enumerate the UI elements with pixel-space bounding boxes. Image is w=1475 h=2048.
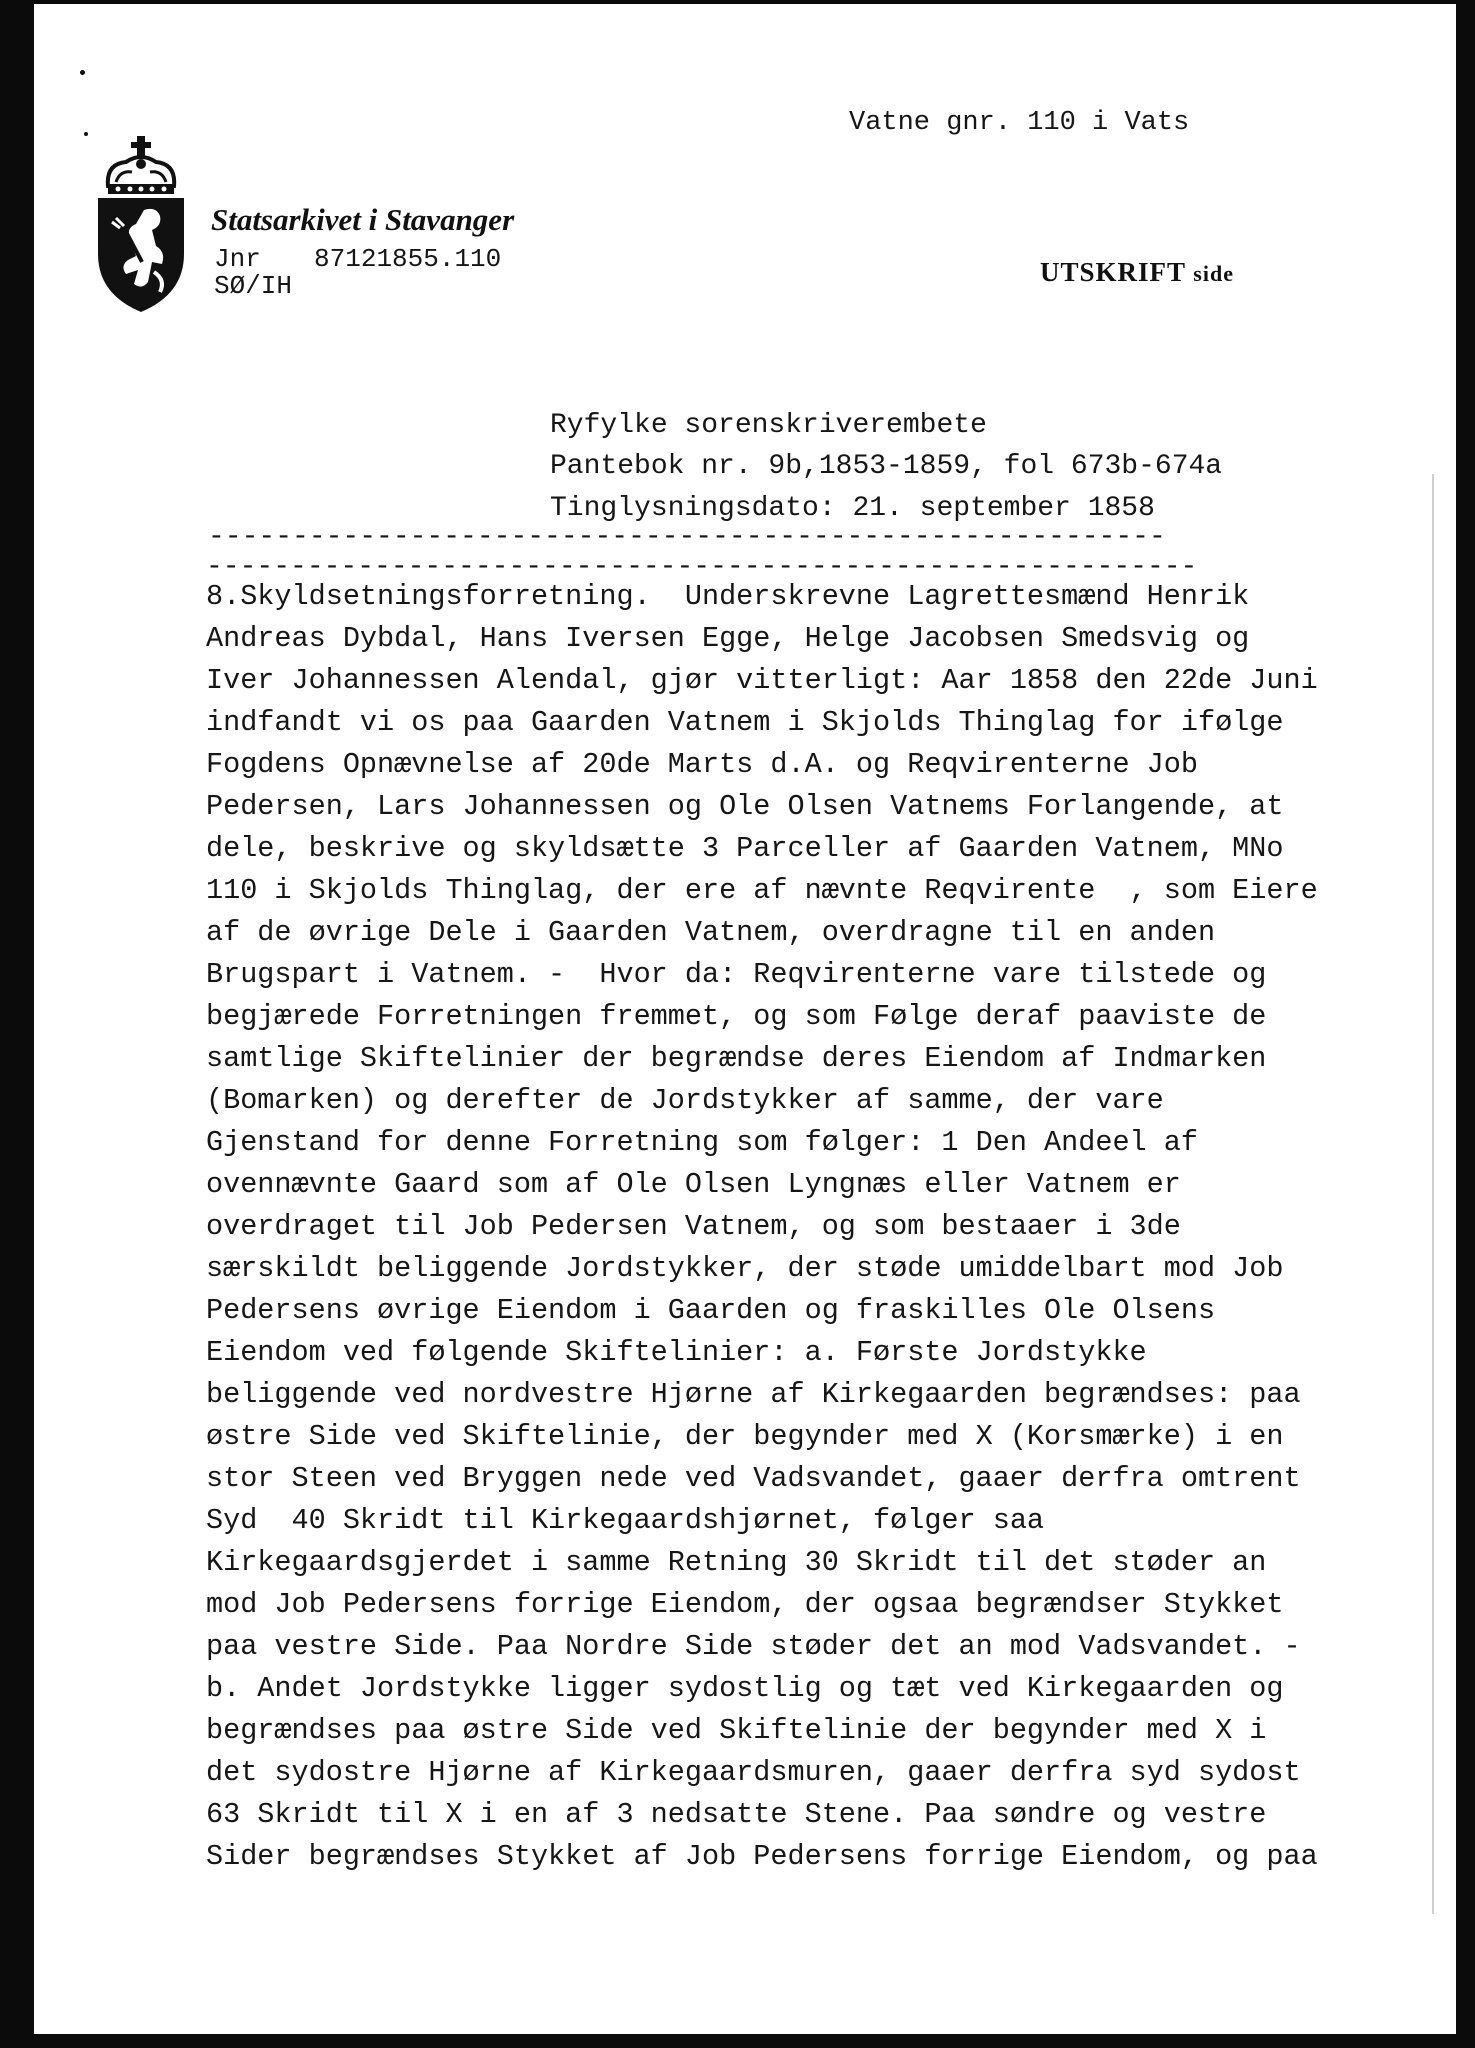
body-line: stor Steen ved Bryggen nede ved Vadsvandet, gaaer derfra omtrent: [206, 1462, 1301, 1495]
utskrift-label: [1040, 257, 1234, 288]
body-line: Fogdens Opnævnelse af 20de Marts d.A. og Reqvirenterne Job: [206, 748, 1198, 781]
body-line: begrændses paa østre Side ved Skiftelinie der begynder med X i: [206, 1714, 1267, 1747]
body-line: Sider begrændses Stykket af Job Pedersens forrige Eiendom, og paa: [206, 1840, 1318, 1873]
document-page: [34, 4, 1456, 2034]
body-line: begjærede Forretningen fremmet, og som Følge deraf paaviste de: [206, 1000, 1267, 1033]
body-line: dele, beskrive og skyldsætte 3 Parceller af Gaarden Vatnem, MNo: [206, 832, 1284, 865]
body-line: 110 i Skjolds Thinglag, der ere af nævnte Reqvirente , som Eiere: [206, 874, 1318, 907]
source-office: Ryfylke sorenskriverembete: [550, 410, 987, 441]
body-line: Andreas Dybdal, Hans Iversen Egge, Helge Jacobsen Smedsvig og: [206, 622, 1250, 655]
scan-speck: [80, 70, 85, 75]
scan-margin-line: [1432, 474, 1434, 1914]
source-date: Tinglysningsdato: 21. september 1858: [550, 493, 1155, 524]
body-line: overdraget til Job Pedersen Vatnem, og som bestaaer i 3de: [206, 1210, 1181, 1243]
journal-value: 87121855.110: [314, 244, 502, 274]
body-line: Kirkegaardsgjerdet i samme Retning 30 Skridt til det støder an: [206, 1546, 1267, 1579]
transcript-body: [206, 580, 1446, 1920]
body-line: (Bomarken) og derefter de Jordstykker af samme, der vare: [206, 1084, 1164, 1117]
separator-bottom: -----------------------------------------------------------: [206, 552, 1198, 583]
body-line: Pedersens øvrige Eiendom i Gaarden og fraskilles Ole Olsens: [206, 1294, 1216, 1327]
utskrift-text: UTSKRIFT: [1040, 257, 1186, 287]
body-line: særskildt beliggende Jordstykker, der støde umiddelbart mod Job: [206, 1252, 1284, 1285]
body-line: 63 Skridt til X i en af 3 nedsatte Stene. Paa søndre og vestre: [206, 1798, 1267, 1831]
body-line: østre Side ved Skiftelinie, der begynder med X (Korsmærke) i en: [206, 1420, 1284, 1453]
journal-label: Jnr: [214, 244, 261, 274]
body-line: Syd 40 Skridt til Kirkegaardshjørnet, følger saa: [206, 1504, 1045, 1537]
coat-of-arms-icon: [86, 134, 196, 319]
body-line: ovennævnte Gaard som af Ole Olsen Lyngnæs eller Vatnem er: [206, 1168, 1181, 1201]
institution-name: Statsarkivet i Stavanger: [211, 202, 515, 237]
initials: SØ/IH: [214, 271, 293, 301]
body-line: 8.Skyldsetningsforretning. Underskrevne Lagrettesmænd Henrik: [206, 580, 1250, 613]
body-line: paa vestre Side. Paa Nordre Side støder det an mod Vadsvandet. -: [206, 1630, 1301, 1663]
journal-number: [214, 244, 501, 274]
body-line: af de øvrige Dele i Gaarden Vatnem, overdragne til en anden: [206, 916, 1216, 949]
body-line: mod Job Pedersens forrige Eiendom, der ogsaa begrændser Stykket: [206, 1588, 1284, 1621]
location-heading: Vatne gnr. 110 i Vats: [849, 108, 1190, 138]
body-line: beliggende ved nordvestre Hjørne af Kirkegaarden begrændses: paa: [206, 1378, 1301, 1411]
body-line: Iver Johannessen Alendal, gjør vitterligt: Aar 1858 den 22de Juni: [206, 664, 1318, 697]
body-line: Eiendom ved følgende Skiftelinier: a. Første Jordstykke: [206, 1336, 1147, 1369]
body-line: Brugspart i Vatnem. - Hvor da: Reqvirenterne vare tilstede og: [206, 958, 1267, 991]
body-line: samtlige Skiftelinier der begrændse deres Eiendom af Indmarken: [206, 1042, 1267, 1075]
body-line: Gjenstand for denne Forretning som følger: 1 Den Andeel af: [206, 1126, 1198, 1159]
body-line: b. Andet Jordstykke ligger sydostlig og tæt ved Kirkegaarden og: [206, 1672, 1284, 1705]
body-line: det sydostre Hjørne af Kirkegaardsmuren, gaaer derfra syd sydost: [206, 1756, 1301, 1789]
body-line: Pedersen, Lars Johannessen og Ole Olsen Vatnems Forlangende, at: [206, 790, 1284, 823]
utskrift-side: side: [1193, 261, 1234, 286]
body-line: indfandt vi os paa Gaarden Vatnem i Skjolds Thinglag for ifølge: [206, 706, 1284, 739]
source-book: Pantebok nr. 9b,1853-1859, fol 673b-674a: [550, 451, 1223, 482]
separator-top: ---------------------------------------------------------: [208, 522, 1166, 553]
